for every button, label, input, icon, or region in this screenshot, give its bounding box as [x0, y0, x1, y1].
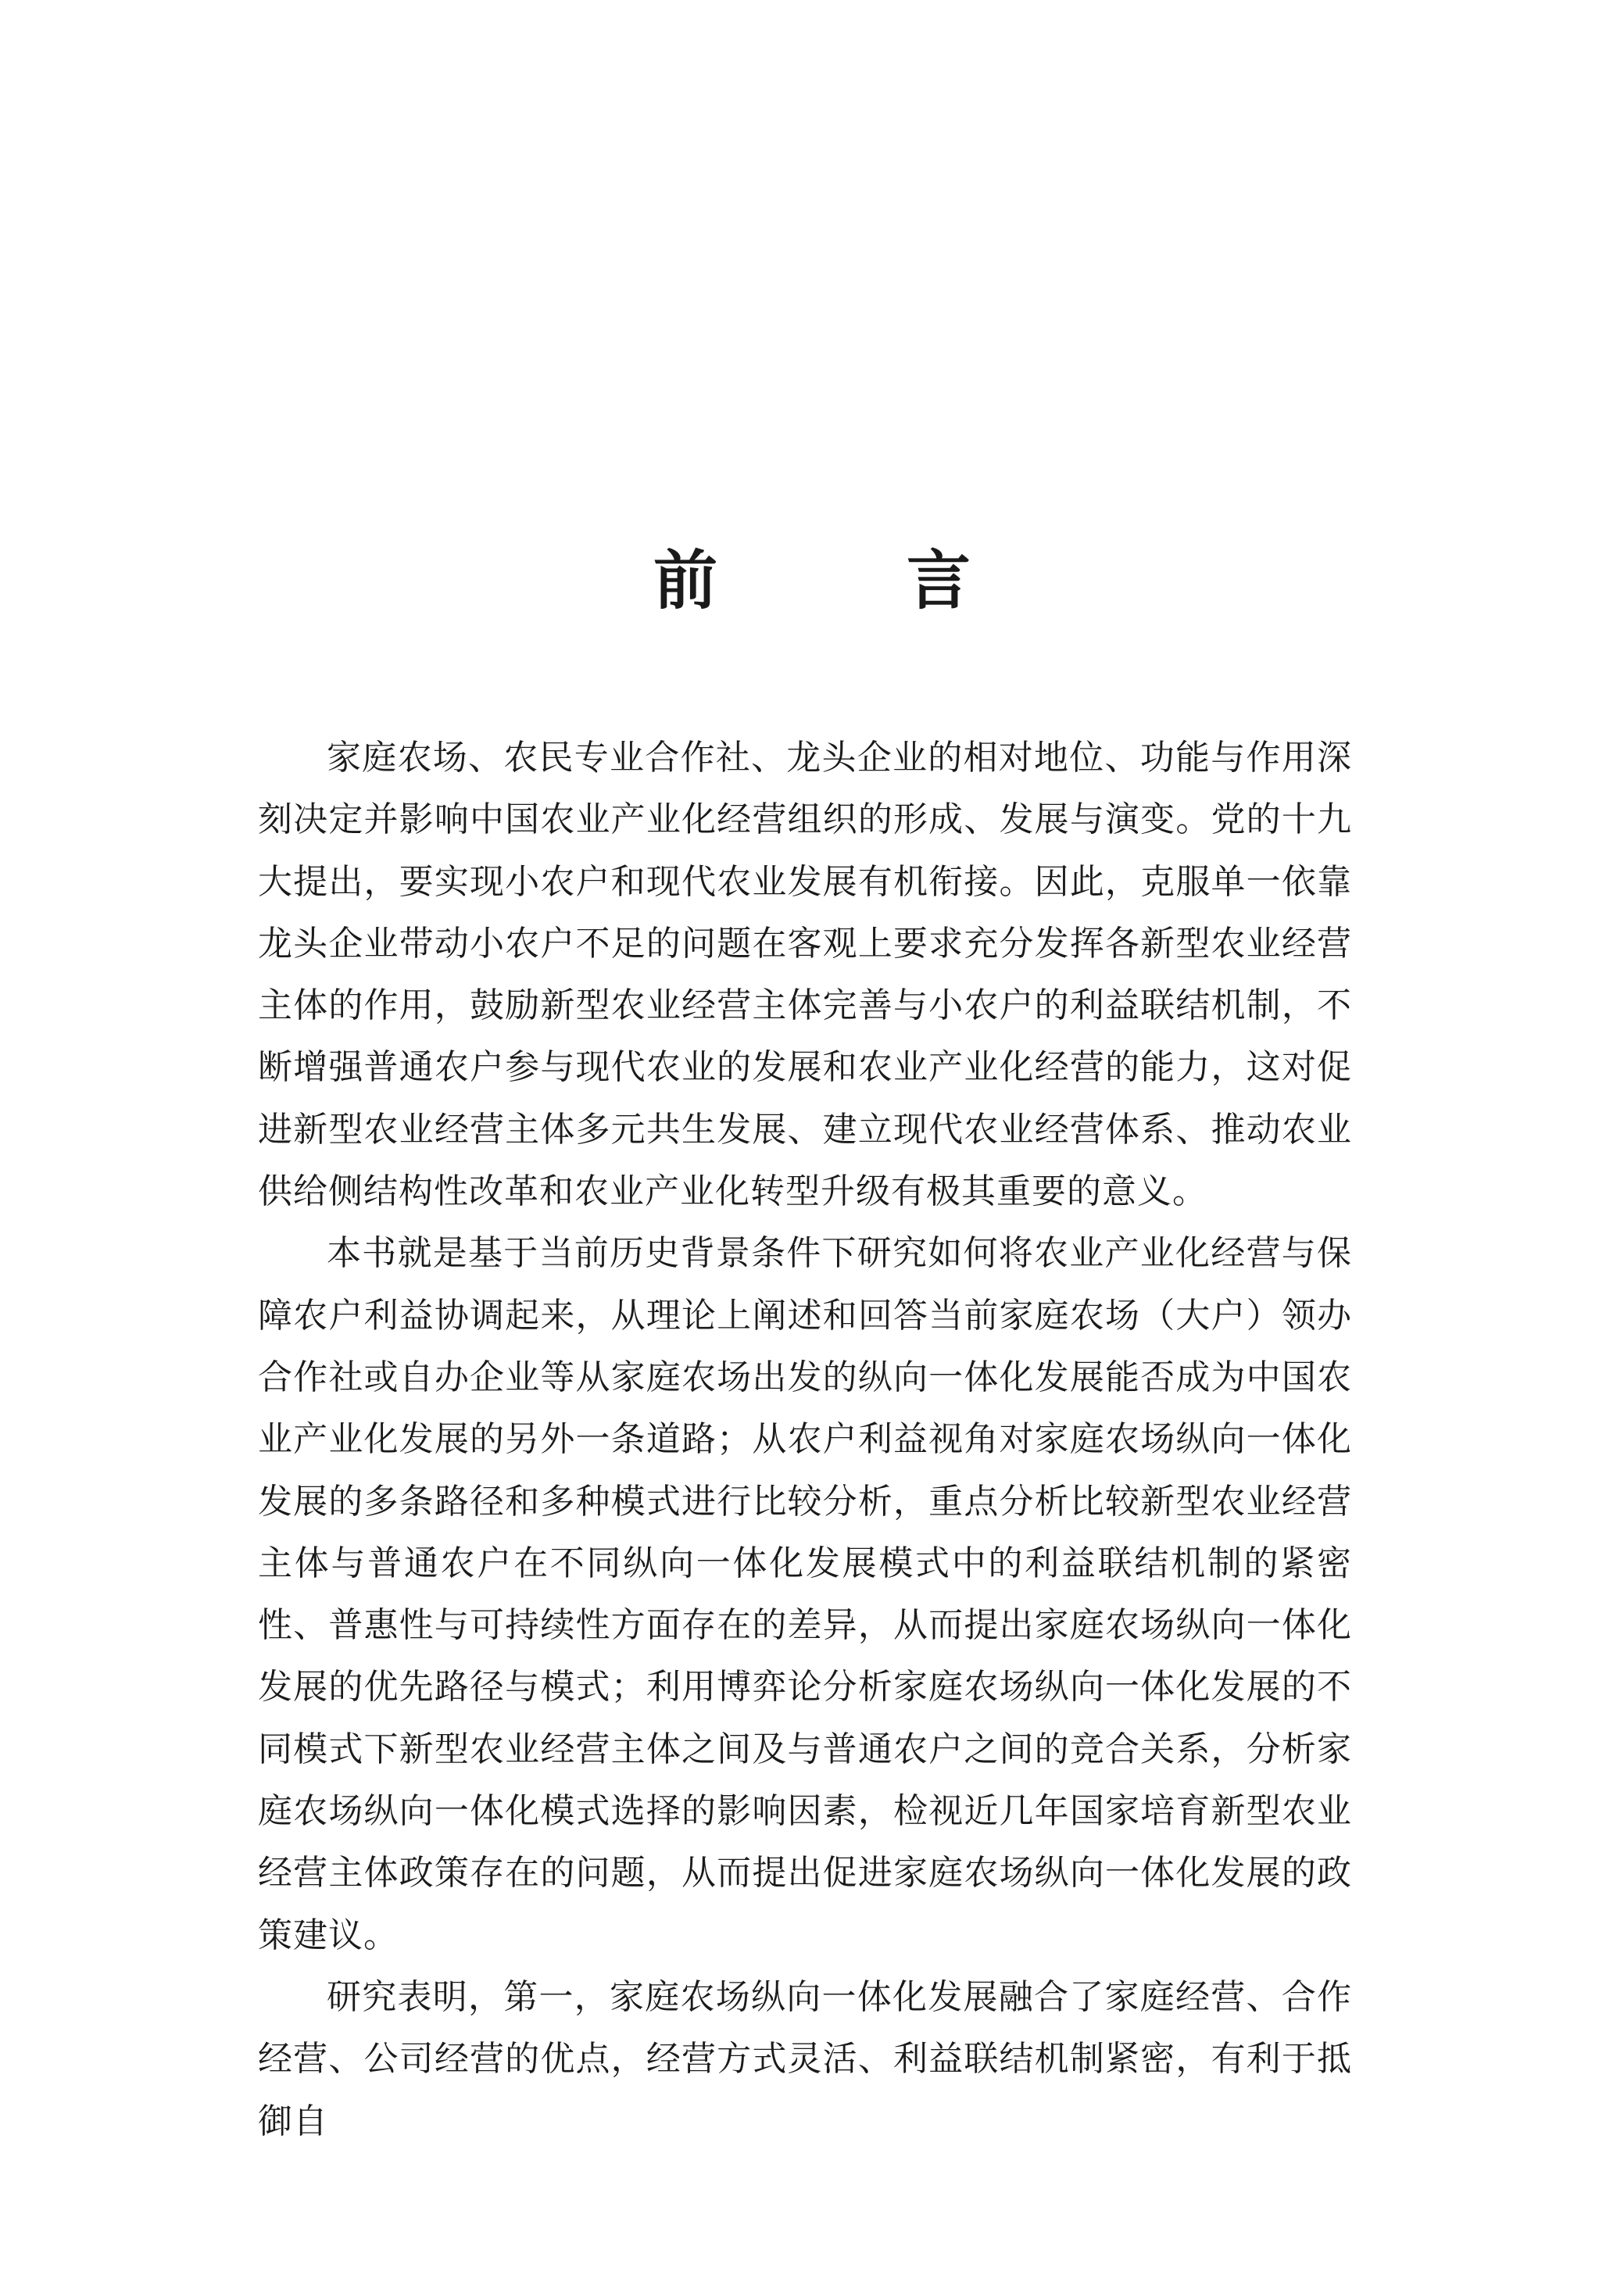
page-title: 前 言: [653, 542, 1033, 618]
paragraph-1: 家庭农场、农民专业合作社、龙头企业的相对地位、功能与作用深刻决定并影响中国农业产业化经营组织的形成、发展与演变。党的十九大提出，要实现小农户和现代农业发展有机衔接。因此，克服单一依靠龙头企业带动小农户不足的问题在客观上要求充分发挥各新型农业经营主体的作用，鼓励新型农业经营主体完善与小农户的利益联结机制，不断增强普通农户参与现代农业的发展和农业产业化经营的能力，这对促进新型农业经营主体多元共生发展、建立现代农业经营体系、推动农业供给侧结构性改革和农业产业化转型升级有极其重要的意义。: [258, 738, 1352, 1212]
paragraph-3: 研究表明，第一，家庭农场纵向一体化发展融合了家庭经营、合作经营、公司经营的优点，经营方式灵活、利益联结机制紧密，有利于抵御自: [258, 1976, 1352, 2141]
body-text: [258, 727, 1352, 2152]
paragraph-2: 本书就是基于当前历史背景条件下研究如何将农业产业化经营与保障农户利益协调起来，从理论上阐述和回答当前家庭农场（大户）领办合作社或自办企业等从家庭农场出发的纵向一体化发展能否成为中国农业产业化发展的另外一条道路；从农户利益视角对家庭农场纵向一体化发展的多条路径和多种模式进行比较分析，重点分析比较新型农业经营主体与普通农户在不同纵向一体化发展模式中的利益联结机制的紧密性、普惠性与可持续性方面存在的差异，从而提出家庭农场纵向一体化发展的优先路径与模式；利用博弈论分析家庭农场纵向一体化发展的不同模式下新型农业经营主体之间及与普通农户之间的竞合关系，分析家庭农场纵向一体化模式选择的影响因素，检视近几年国家培育新型农业经营主体政策存在的问题，从而提出促进家庭农场纵向一体化发展的政策建议。: [258, 1233, 1352, 1955]
